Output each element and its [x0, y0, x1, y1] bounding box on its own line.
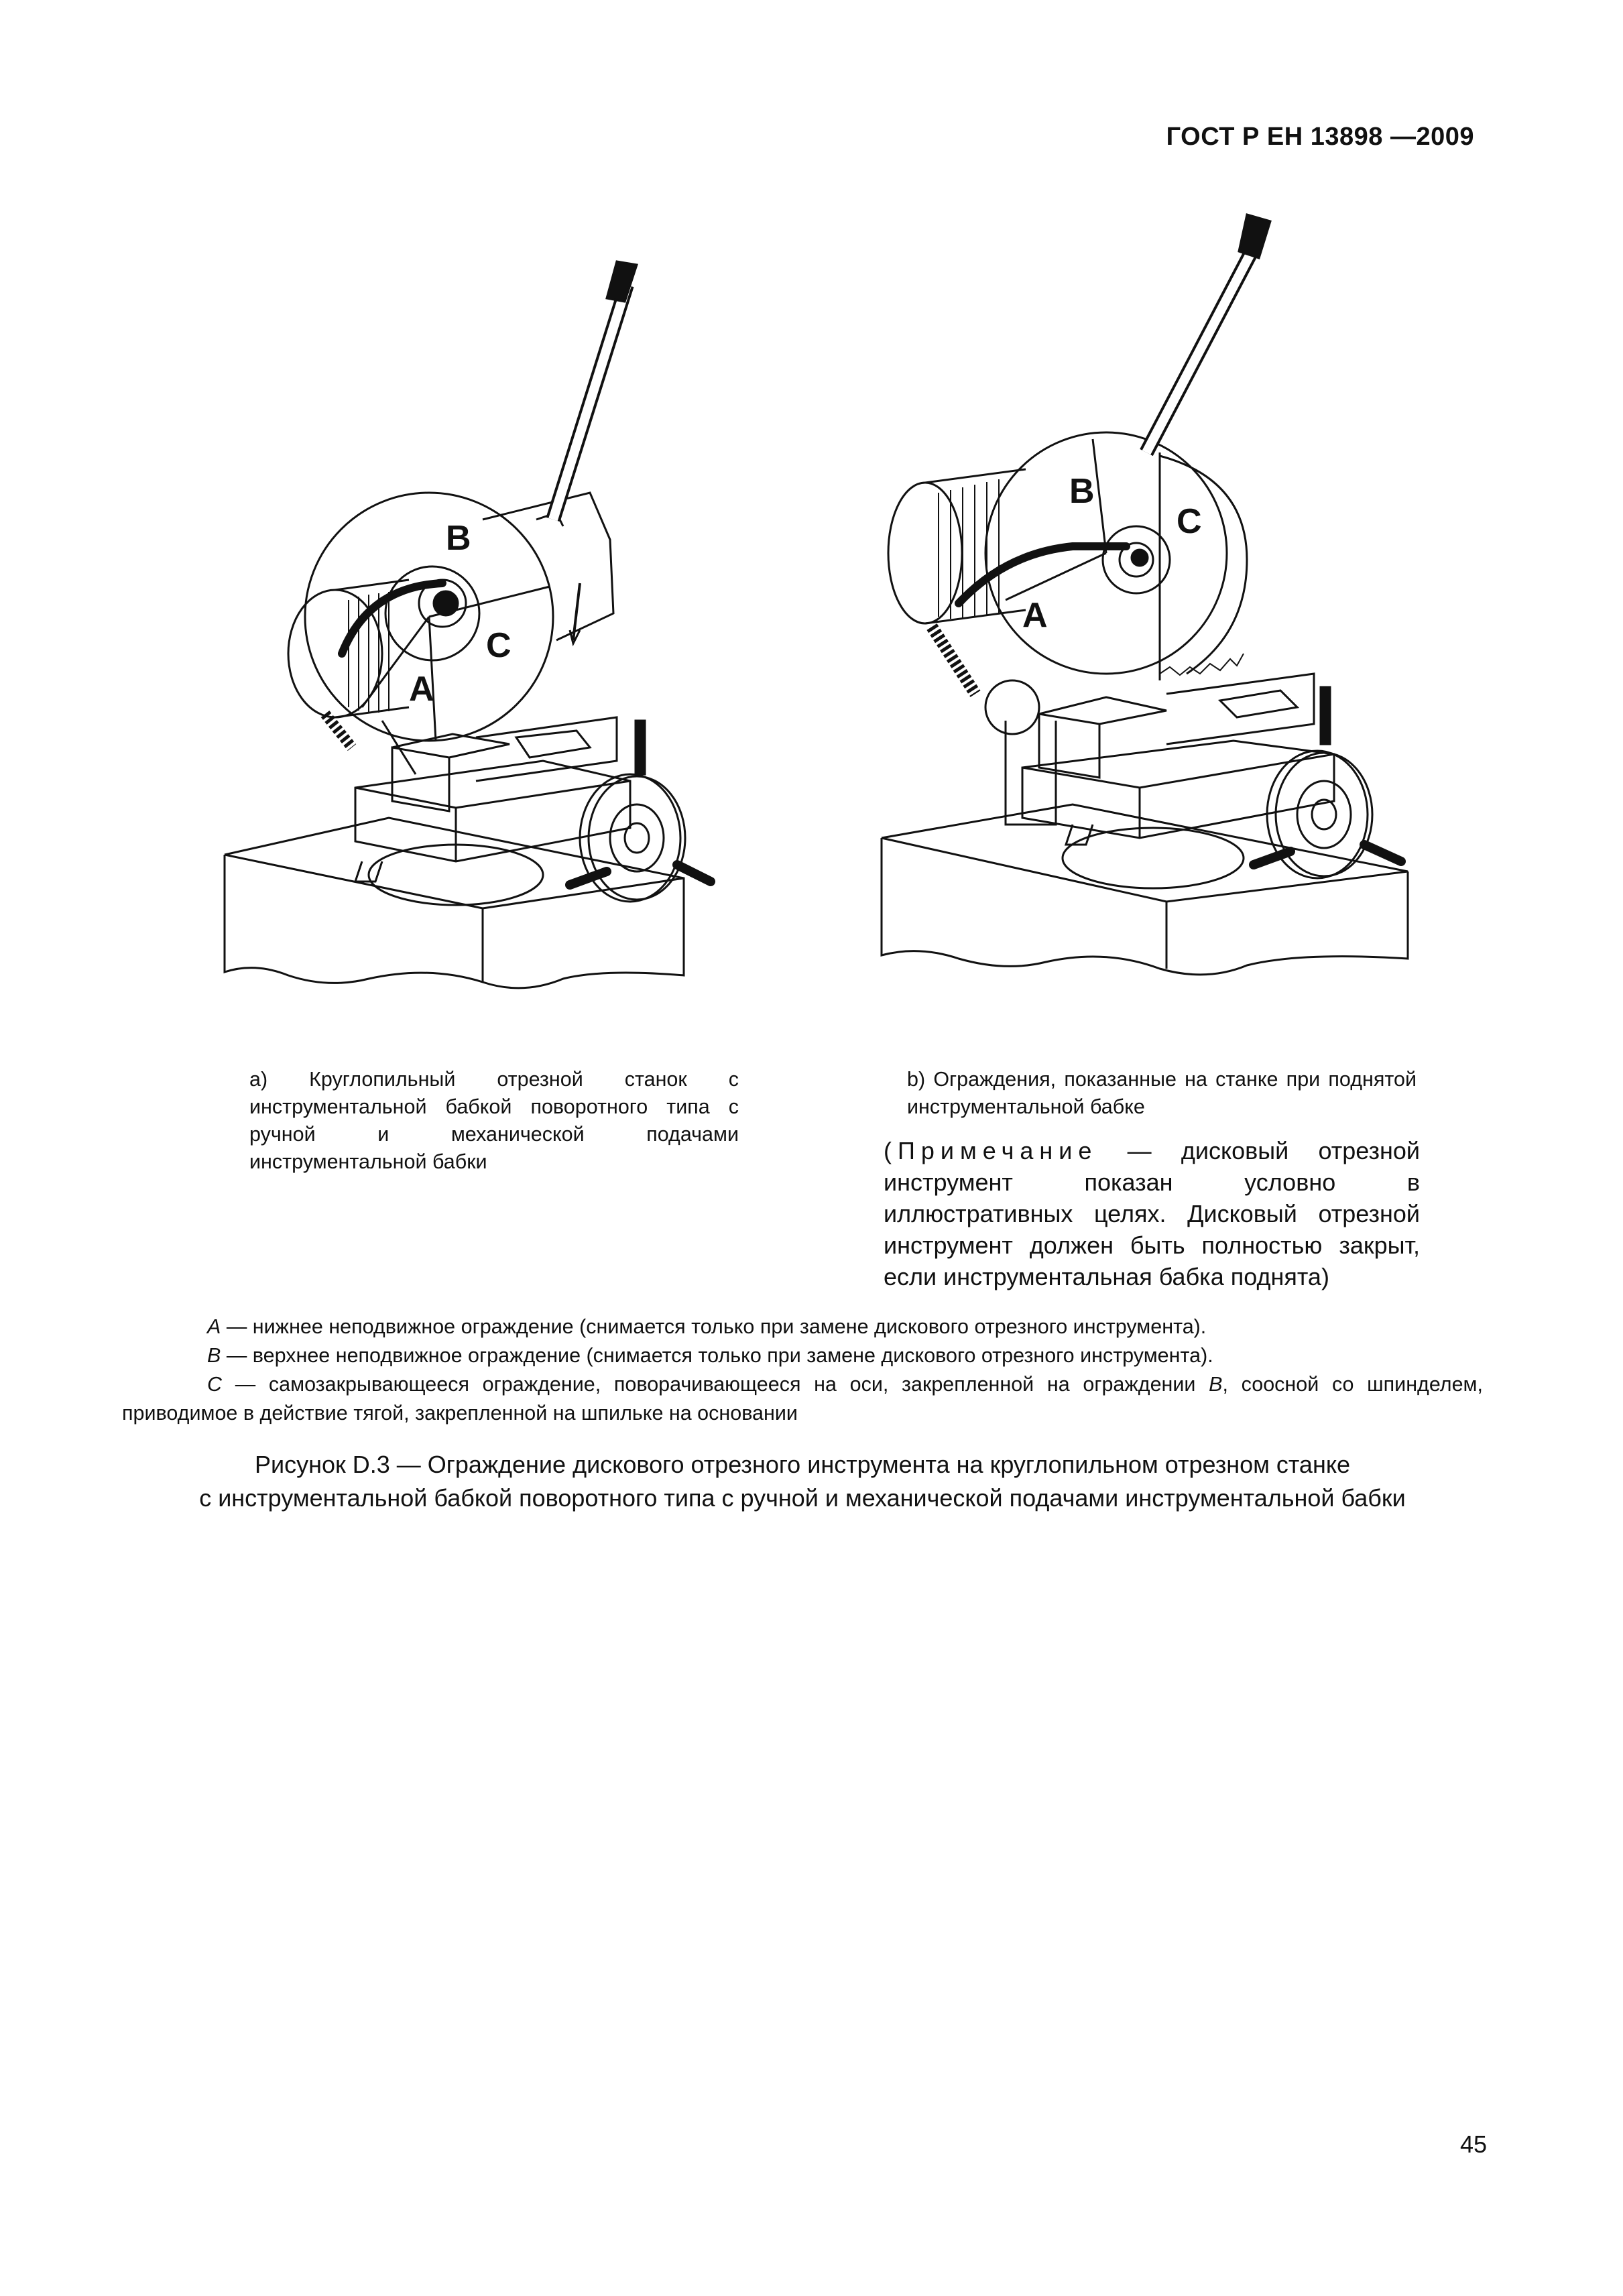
note-label: (Примечание	[884, 1137, 1098, 1164]
legend-text-c-2: , соосной со шпинделем, приводимое в действие тягой, закрепленной на шпильке на основании	[122, 1373, 1483, 1425]
legend-key-b: B	[207, 1344, 221, 1367]
document-code: ГОСТ Р ЕН 13898 —2009	[1166, 123, 1474, 151]
legend-item-b	[122, 1341, 1483, 1370]
figure-a-cutting-machine	[215, 238, 737, 1006]
legend-item-c	[122, 1370, 1483, 1428]
figure-title	[122, 1448, 1483, 1515]
figure-title-line-1: Рисунок D.3 — Ограждение дискового отрезного инструмента на круглопильном отрезном станке	[254, 1451, 1351, 1478]
figure-legend	[122, 1313, 1483, 1428]
legend-key-c-ref: B	[1209, 1373, 1223, 1396]
legend-key-c: C	[207, 1373, 223, 1396]
legend-text-a: — нижнее неподвижное ограждение (снимается только при замене дискового отрезного инструмента).	[221, 1315, 1207, 1338]
figure-a-caption: a) Круглопильный отрезной станок с инструментальной бабкой поворотного типа с ручной и механической подачами инструментальной бабки	[249, 1068, 739, 1173]
legend-key-a: A	[207, 1315, 221, 1338]
legend-item-a	[122, 1313, 1483, 1341]
label-b: B	[446, 519, 471, 558]
legend-text-c-1: — самозакрывающееся ограждение, поворачивающееся на оси, закрепленной на ограждении	[222, 1373, 1209, 1396]
label-a: A	[1022, 596, 1048, 635]
figure-title-line-2: с инструментальной бабкой поворотного типа с ручной и механической подачами инструментальной бабки	[199, 1484, 1406, 1512]
label-c: C	[486, 626, 512, 665]
page-number: 45	[1459, 2130, 1487, 2158]
figure-b-caption: b) Ограждения, показанные на станке при поднятой инструментальной бабке	[907, 1068, 1417, 1118]
note-text: — дисковый отрезной инструмент показан условно в иллюстративных целях. Дисковый отрезной инструмент должен быть полностью закрыт, если инструментальная бабка поднята)	[884, 1137, 1420, 1290]
label-a: A	[409, 670, 434, 709]
figure-b-note	[884, 1135, 1420, 1292]
label-c: C	[1177, 502, 1202, 541]
figure-b-cutting-machine-raised	[871, 198, 1441, 1002]
legend-text-b: — верхнее неподвижное ограждение (снимается только при замене дискового отрезного инструмента).	[221, 1344, 1213, 1367]
label-b: B	[1069, 472, 1095, 511]
